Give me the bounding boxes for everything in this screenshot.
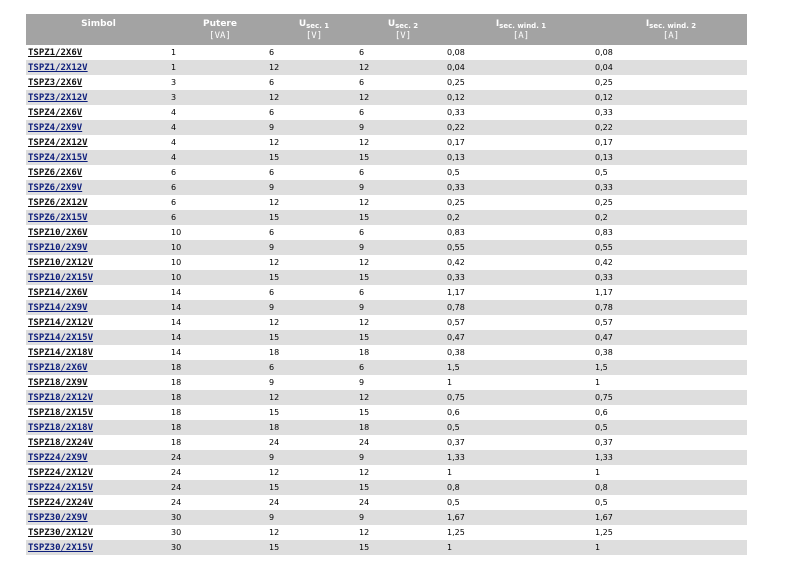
cell-isec2: 1 — [595, 378, 601, 387]
col-header-isec2 — [595, 14, 747, 45]
cell-isec1: 0,5 — [447, 168, 460, 177]
cell-usec1: 24 — [269, 438, 280, 447]
cell-isec1: 0,83 — [447, 228, 465, 237]
cell-simbol — [26, 240, 171, 255]
table-row — [26, 90, 747, 105]
cell-isec2: 0,6 — [595, 408, 608, 417]
table-row — [26, 435, 747, 450]
table-row — [26, 105, 747, 120]
cell-isec1: 0,75 — [447, 390, 595, 405]
cell-simbol — [26, 180, 171, 195]
cell-putere: 30 — [171, 540, 269, 555]
cell-isec1: 0,33 — [447, 108, 465, 117]
cell-usec2: 12 — [359, 60, 447, 75]
table-row — [26, 270, 747, 285]
cell-usec2: 9 — [359, 300, 447, 315]
table-row — [26, 390, 747, 405]
col-header-isec1-label: $I_{sec. wind. 1}$ — [495, 18, 547, 30]
cell-isec1: 0,38 — [447, 348, 465, 357]
cell-simbol — [26, 450, 171, 465]
cell-isec2: 0,22 — [595, 120, 747, 135]
cell-isec2: 0,37 — [595, 438, 613, 447]
cell-putere: 18 — [171, 408, 182, 417]
cell-usec1: 12 — [269, 258, 280, 267]
cell-isec1: 1 — [447, 468, 453, 477]
cell-simbol — [26, 435, 171, 450]
cell-usec1: 12 — [269, 318, 280, 327]
cell-isec1: 0,33 — [447, 180, 595, 195]
cell-simbol — [26, 495, 171, 510]
cell-putere: 4 — [171, 120, 269, 135]
cell-isec1: 0,8 — [447, 480, 595, 495]
cell-isec1: 0,08 — [447, 48, 465, 57]
table-row — [26, 195, 747, 210]
cell-isec1: 0,12 — [447, 90, 595, 105]
cell-isec2: 0,5 — [595, 420, 747, 435]
cell-usec2: 15 — [359, 330, 447, 345]
col-header-usec2 — [359, 14, 447, 45]
cell-usec2: 15 — [359, 210, 447, 225]
cell-usec2: 6 — [359, 288, 365, 297]
cell-isec1: 0,57 — [447, 318, 465, 327]
cell-isec2: 0,57 — [595, 318, 613, 327]
cell-putere: 6 — [171, 180, 269, 195]
cell-isec1: 0,13 — [447, 150, 595, 165]
cell-isec2: 0,55 — [595, 240, 747, 255]
cell-isec2: 0,5 — [595, 168, 608, 177]
cell-usec1: 12 — [269, 468, 280, 477]
product-link[interactable]: TSPZ4/2X9V — [28, 122, 83, 133]
col-header-simbol — [26, 14, 171, 45]
product-link[interactable]: TSPZ4/2X12V — [28, 137, 88, 148]
product-link[interactable]: TSPZ14/2X9V — [28, 302, 88, 313]
product-link[interactable]: TSPZ1/2X6V — [28, 47, 83, 58]
cell-simbol — [26, 195, 171, 210]
cell-usec1: 12 — [269, 60, 359, 75]
product-link[interactable]: TSPZ14/2X12V — [28, 317, 94, 328]
cell-usec2: 15 — [359, 540, 447, 555]
cell-simbol — [26, 90, 171, 105]
cell-isec2: 0,42 — [595, 258, 613, 267]
product-link[interactable]: TSPZ3/2X6V — [28, 77, 83, 88]
cell-isec2: 0,04 — [595, 60, 747, 75]
col-header-putere-label: Putere — [203, 18, 237, 29]
cell-usec1: 9 — [269, 450, 359, 465]
cell-usec1: 15 — [269, 330, 359, 345]
cell-simbol — [26, 375, 171, 390]
cell-putere: 18 — [171, 420, 269, 435]
cell-simbol — [26, 345, 171, 360]
cell-isec2: 0,47 — [595, 330, 747, 345]
product-link[interactable]: TSPZ3/2X12V — [28, 92, 88, 103]
cell-usec2: 12 — [359, 198, 370, 207]
cell-putere: 24 — [171, 450, 269, 465]
cell-isec1: 0,37 — [447, 438, 465, 447]
cell-isec2: 0,78 — [595, 300, 747, 315]
table-row — [26, 240, 747, 255]
cell-usec1: 12 — [269, 90, 359, 105]
col-header-usec1-label: $U_{sec. 1}$ — [298, 18, 330, 30]
table-row — [26, 525, 747, 540]
table-row — [26, 405, 747, 420]
cell-isec1: 1,25 — [447, 528, 465, 537]
cell-simbol — [26, 165, 171, 180]
table-row — [26, 510, 747, 525]
cell-putere: 4 — [171, 108, 177, 117]
cell-usec1: 12 — [269, 528, 280, 537]
cell-usec2: 15 — [359, 480, 447, 495]
cell-usec1: 9 — [269, 120, 359, 135]
cell-isec2: 0,83 — [595, 228, 613, 237]
table-row — [26, 210, 747, 225]
product-link[interactable]: TSPZ10/2X9V — [28, 242, 88, 253]
cell-isec2: 0,13 — [595, 150, 747, 165]
cell-usec2: 12 — [359, 390, 447, 405]
table-row — [26, 420, 747, 435]
table-row — [26, 150, 747, 165]
col-header-isec2-label: $I_{sec. wind. 2}$ — [645, 18, 697, 30]
table-row — [26, 120, 747, 135]
cell-usec2: 9 — [359, 450, 447, 465]
table-row — [26, 330, 747, 345]
product-link[interactable]: TSPZ14/2X6V — [28, 287, 88, 298]
cell-usec2: 9 — [359, 180, 447, 195]
table-row — [26, 180, 747, 195]
col-header-simbol-unit — [26, 30, 171, 42]
table-row — [26, 360, 747, 375]
cell-isec2: 1,67 — [595, 510, 747, 525]
cell-usec1: 12 — [269, 138, 280, 147]
cell-usec1: 15 — [269, 408, 280, 417]
cell-putere: 10 — [171, 270, 269, 285]
cell-putere: 18 — [171, 360, 269, 375]
cell-putere: 24 — [171, 468, 182, 477]
cell-putere: 14 — [171, 318, 182, 327]
cell-usec2: 9 — [359, 510, 447, 525]
cell-isec2: 1,17 — [595, 288, 613, 297]
col-header-isec1 — [447, 14, 595, 45]
cell-putere: 6 — [171, 168, 177, 177]
cell-isec1: 1,33 — [447, 450, 595, 465]
cell-isec2: 0,25 — [595, 198, 613, 207]
cell-isec1: 0,42 — [447, 258, 465, 267]
cell-usec2: 12 — [359, 258, 370, 267]
cell-usec2: 18 — [359, 420, 447, 435]
cell-usec2: 6 — [359, 168, 365, 177]
cell-usec1: 12 — [269, 198, 280, 207]
cell-simbol — [26, 540, 171, 555]
table-row — [26, 540, 747, 555]
cell-usec1: 9 — [269, 378, 275, 387]
cell-putere: 10 — [171, 228, 182, 237]
cell-putere: 6 — [171, 198, 177, 207]
cell-isec2: 1,25 — [595, 528, 613, 537]
cell-isec1: 0,47 — [447, 330, 595, 345]
cell-putere: 3 — [171, 78, 177, 87]
cell-isec1: 1 — [447, 378, 453, 387]
cell-isec1: 0,2 — [447, 210, 595, 225]
table-row — [26, 285, 747, 300]
cell-simbol — [26, 225, 171, 240]
cell-usec2: 12 — [359, 528, 370, 537]
product-link[interactable]: TSPZ10/2X15V — [28, 272, 94, 283]
cell-simbol — [26, 315, 171, 330]
cell-isec2: 0,75 — [595, 390, 747, 405]
cell-usec1: 6 — [269, 288, 275, 297]
cell-putere: 1 — [171, 48, 177, 57]
cell-usec1: 15 — [269, 480, 359, 495]
cell-putere: 10 — [171, 258, 182, 267]
cell-isec1: 1,17 — [447, 288, 465, 297]
cell-putere: 10 — [171, 240, 269, 255]
cell-usec2: 9 — [359, 378, 365, 387]
cell-usec2: 24 — [359, 438, 370, 447]
cell-simbol — [26, 270, 171, 285]
cell-usec2: 15 — [359, 150, 447, 165]
cell-putere: 4 — [171, 150, 269, 165]
cell-isec1: 0,25 — [447, 78, 465, 87]
col-header-simbol-label: Simbol — [81, 18, 116, 29]
table-row — [26, 60, 747, 75]
product-link[interactable]: TSPZ24/2X9V — [28, 452, 88, 463]
cell-isec2: 0,33 — [595, 180, 747, 195]
cell-simbol — [26, 525, 171, 540]
cell-isec2: 0,8 — [595, 480, 747, 495]
cell-usec1: 9 — [269, 240, 359, 255]
cell-putere: 6 — [171, 210, 269, 225]
product-link[interactable]: TSPZ10/2X6V — [28, 227, 88, 238]
table-row — [26, 480, 747, 495]
cell-usec1: 12 — [269, 390, 359, 405]
table-row — [26, 45, 747, 60]
cell-putere: 4 — [171, 138, 177, 147]
cell-isec2: 0,38 — [595, 348, 613, 357]
cell-isec1: 0,22 — [447, 120, 595, 135]
cell-putere: 14 — [171, 330, 269, 345]
table-row — [26, 315, 747, 330]
cell-usec1: 9 — [269, 510, 359, 525]
cell-usec2: 15 — [359, 408, 370, 417]
cell-putere: 30 — [171, 510, 269, 525]
cell-usec2: 18 — [359, 348, 370, 357]
table-row — [26, 300, 747, 315]
cell-isec2: 0,08 — [595, 48, 613, 57]
table-row — [26, 375, 747, 390]
cell-isec2: 0,12 — [595, 90, 747, 105]
cell-usec1: 15 — [269, 150, 359, 165]
product-link[interactable]: TSPZ14/2X18V — [28, 347, 94, 358]
col-header-usec2-label: $U_{sec. 2}$ — [387, 18, 419, 30]
cell-isec1: 0,5 — [447, 498, 460, 507]
table-row — [26, 165, 747, 180]
cell-simbol — [26, 405, 171, 420]
col-header-isec1-unit: [A] — [512, 30, 530, 41]
cell-putere: 24 — [171, 498, 182, 507]
cell-simbol — [26, 135, 171, 150]
cell-usec1: 15 — [269, 210, 359, 225]
product-link[interactable]: TSPZ18/2X9V — [28, 377, 88, 388]
cell-isec1: 0,78 — [447, 300, 595, 315]
cell-usec1: 18 — [269, 420, 359, 435]
product-link[interactable]: TSPZ18/2X6V — [28, 362, 88, 373]
product-link[interactable]: TSPZ30/2X9V — [28, 512, 88, 523]
product-link[interactable]: TSPZ6/2X6V — [28, 167, 83, 178]
cell-putere: 18 — [171, 438, 182, 447]
cell-simbol — [26, 300, 171, 315]
cell-usec1: 6 — [269, 48, 275, 57]
cell-isec2: 1 — [595, 540, 747, 555]
cell-usec2: 24 — [359, 498, 370, 507]
product-link[interactable]: TSPZ4/2X6V — [28, 107, 83, 118]
table-row — [26, 255, 747, 270]
table-header-row — [26, 14, 747, 45]
product-link[interactable]: TSPZ30/2X15V — [28, 542, 94, 553]
cell-putere: 14 — [171, 300, 269, 315]
cell-simbol — [26, 330, 171, 345]
product-link[interactable]: TSPZ24/2X12V — [28, 467, 94, 478]
col-header-isec2-unit: [A] — [662, 30, 680, 41]
cell-usec2: 6 — [359, 48, 365, 57]
cell-usec1: 6 — [269, 360, 359, 375]
cell-usec2: 6 — [359, 360, 447, 375]
table-row — [26, 225, 747, 240]
cell-usec2: 6 — [359, 78, 365, 87]
cell-isec1: 1 — [447, 540, 595, 555]
product-link[interactable]: TSPZ24/2X15V — [28, 482, 94, 493]
cell-simbol — [26, 75, 171, 90]
cell-usec2: 9 — [359, 120, 447, 135]
cell-usec1: 9 — [269, 180, 359, 195]
cell-isec1: 0,04 — [447, 60, 595, 75]
cell-simbol — [26, 285, 171, 300]
cell-usec1: 15 — [269, 270, 359, 285]
cell-simbol — [26, 420, 171, 435]
table-row — [26, 495, 747, 510]
cell-isec2: 0,2 — [595, 210, 747, 225]
cell-simbol — [26, 105, 171, 120]
cell-isec2: 0,33 — [595, 270, 747, 285]
cell-usec1: 24 — [269, 498, 280, 507]
cell-isec1: 0,55 — [447, 240, 595, 255]
cell-usec2: 12 — [359, 318, 370, 327]
cell-isec2: 0,5 — [595, 498, 608, 507]
transformer-table — [26, 14, 747, 555]
cell-usec1: 6 — [269, 168, 275, 177]
product-link[interactable]: TSPZ18/2X15V — [28, 407, 94, 418]
cell-isec2: 0,33 — [595, 108, 613, 117]
cell-putere: 1 — [171, 60, 269, 75]
cell-isec1: 0,17 — [447, 138, 465, 147]
cell-usec1: 6 — [269, 78, 275, 87]
cell-isec1: 0,6 — [447, 408, 460, 417]
cell-isec1: 1,5 — [447, 360, 595, 375]
cell-usec2: 9 — [359, 240, 447, 255]
cell-isec2: 1,5 — [595, 360, 747, 375]
cell-putere: 18 — [171, 390, 269, 405]
cell-simbol — [26, 465, 171, 480]
cell-usec2: 6 — [359, 108, 365, 117]
cell-usec2: 12 — [359, 468, 370, 477]
table-row — [26, 345, 747, 360]
cell-isec1: 0,5 — [447, 420, 595, 435]
cell-putere: 18 — [171, 378, 182, 387]
cell-usec1: 6 — [269, 228, 275, 237]
cell-putere: 14 — [171, 348, 182, 357]
table-row — [26, 135, 747, 150]
product-link[interactable]: TSPZ6/2X15V — [28, 212, 88, 223]
col-header-putere-unit: [VA] — [209, 30, 231, 41]
cell-usec1: 6 — [269, 108, 275, 117]
cell-isec2: 0,25 — [595, 78, 613, 87]
table-row — [26, 450, 747, 465]
cell-isec1: 1,67 — [447, 510, 595, 525]
cell-simbol — [26, 360, 171, 375]
cell-usec1: 9 — [269, 300, 359, 315]
cell-putere: 14 — [171, 288, 182, 297]
col-header-usec1 — [269, 14, 359, 45]
cell-isec2: 0,17 — [595, 138, 613, 147]
product-link[interactable]: TSPZ6/2X12V — [28, 197, 88, 208]
product-link[interactable]: TSPZ10/2X12V — [28, 257, 94, 268]
cell-putere: 24 — [171, 480, 269, 495]
product-link[interactable]: TSPZ18/2X12V — [28, 392, 94, 403]
col-header-putere — [171, 14, 269, 45]
cell-isec1: 0,33 — [447, 270, 595, 285]
cell-simbol — [26, 480, 171, 495]
cell-isec1: 0,25 — [447, 198, 465, 207]
product-link[interactable]: TSPZ1/2X12V — [28, 62, 88, 73]
cell-putere: 3 — [171, 90, 269, 105]
cell-simbol — [26, 45, 171, 60]
cell-simbol — [26, 150, 171, 165]
product-link[interactable]: TSPZ4/2X15V — [28, 152, 88, 163]
col-header-usec2-unit: [V] — [394, 30, 412, 41]
cell-putere: 30 — [171, 528, 182, 537]
table-body — [26, 45, 747, 555]
cell-simbol — [26, 390, 171, 405]
cell-isec2: 1 — [595, 468, 601, 477]
cell-simbol — [26, 120, 171, 135]
product-link[interactable]: TSPZ18/2X18V — [28, 422, 94, 433]
table-row — [26, 465, 747, 480]
product-link[interactable]: TSPZ14/2X15V — [28, 332, 94, 343]
cell-simbol — [26, 210, 171, 225]
product-link[interactable]: TSPZ24/2X24V — [28, 497, 94, 508]
cell-usec2: 15 — [359, 270, 447, 285]
cell-simbol — [26, 510, 171, 525]
cell-usec2: 12 — [359, 90, 447, 105]
cell-usec2: 12 — [359, 138, 370, 147]
cell-simbol — [26, 255, 171, 270]
cell-isec2: 1,33 — [595, 450, 747, 465]
cell-usec1: 15 — [269, 540, 359, 555]
product-link[interactable]: TSPZ18/2X24V — [28, 437, 94, 448]
col-header-usec1-unit: [V] — [305, 30, 323, 41]
cell-simbol — [26, 60, 171, 75]
product-link[interactable]: TSPZ6/2X9V — [28, 182, 83, 193]
product-link[interactable]: TSPZ30/2X12V — [28, 527, 94, 538]
cell-usec1: 18 — [269, 348, 280, 357]
table-row — [26, 75, 747, 90]
cell-usec2: 6 — [359, 228, 365, 237]
